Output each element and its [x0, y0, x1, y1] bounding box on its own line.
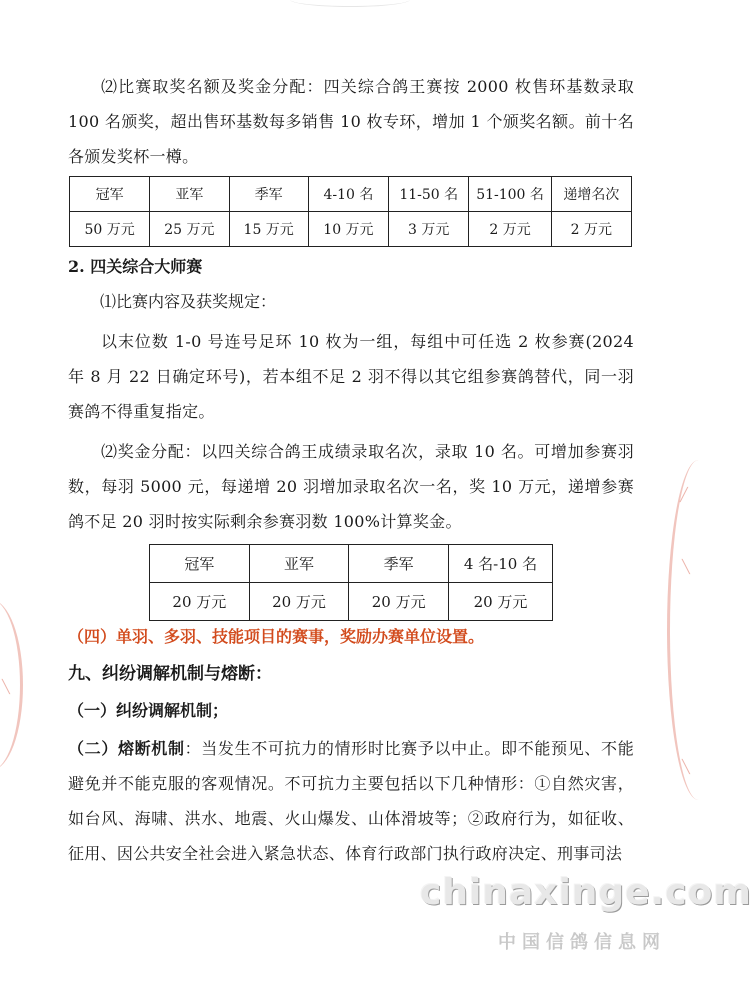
table-cell: 季军: [229, 177, 308, 212]
seal-mark: ╲: [682, 760, 690, 775]
rules-paragraph: 以末位数 1-0 号连号足环 10 枚为一组，每组中可任选 2 枚参赛(2024 年 8 月 22 日确定环号)，若本组不足 2 羽不得以其它组参赛鸽替代，同一羽赛鸽不得重复指定。: [68, 332, 634, 421]
table-cell: 4 名-10 名: [449, 545, 553, 583]
table-cell: 亚军: [150, 177, 229, 212]
table-cell: 10 万元: [308, 212, 388, 247]
table-header-row: [70, 177, 632, 212]
subheading-rules: ⑴比赛内容及获奖规定：: [100, 292, 277, 311]
table-cell: 2 万元: [469, 212, 551, 247]
table-cell: 冠军: [150, 545, 250, 583]
table-cell: 25 万元: [150, 212, 229, 247]
table-cell: 20 万元: [449, 583, 553, 621]
table-cell: 亚军: [249, 545, 349, 583]
table-cell: 15 万元: [229, 212, 308, 247]
table-cell: 50 万元: [70, 212, 150, 247]
table-cell: 3 万元: [389, 212, 469, 247]
table-cell: 2 万元: [551, 212, 631, 247]
table-cell: 4-10 名: [308, 177, 388, 212]
table-cell: 20 万元: [150, 583, 250, 621]
circuit-breaker-paragraph: [68, 731, 634, 871]
table-cell: 冠军: [70, 177, 150, 212]
prize-table-master: [149, 544, 553, 621]
section-heading-master: 2. 四关综合大师赛: [68, 257, 203, 276]
seal-stamp-right: [667, 460, 730, 800]
seal-mark: ╲: [682, 560, 690, 575]
table-cell: 递增名次: [551, 177, 631, 212]
prize-table-king: [69, 176, 632, 247]
table-cell: 20 万元: [349, 583, 449, 621]
table-row: [70, 212, 632, 247]
scan-edge-mark: [290, 0, 410, 7]
table-row: [150, 583, 553, 621]
watermark-logo: chinaxinge.com: [420, 872, 752, 913]
section-heading-dispute: 九、纠纷调解机制与熔断：: [68, 664, 272, 684]
reward-note: （四）单羽、多羽、技能项目的赛事，奖励办赛单位设置。: [68, 627, 485, 646]
circuit-breaker-text: ：当发生不可抗力的情形时比赛予以中止。即不能预见、不能避免并不能克服的客观情况。不可抗力主要包括以下几种情形：①自然灾害，如台风、海啸、洪水、地震、火山爆发、山体滑坡等；②政府行为，如征收、征用、因公共安全社会进入紧急状态、体育行政部门执行政府决定、刑事司法: [68, 739, 634, 863]
circuit-breaker-label: （二）熔断机制: [68, 739, 185, 758]
subheading-mediation: （一）纠纷调解机制；: [68, 701, 229, 720]
table-cell: 20 万元: [249, 583, 349, 621]
watermark-subtitle: 中国信鸽信息网: [498, 932, 666, 953]
table-cell: 51-100 名: [469, 177, 551, 212]
table-cell: 11-50 名: [389, 177, 469, 212]
prize-paragraph: ⑵奖金分配：以四关综合鸽王成绩录取名次，录取 10 名。可增加参赛羽数，每羽 5000 元，每递增 20 羽增加录取名次一名，奖 10 万元，递增参赛鸽不足 20 羽时按实际剩余参赛羽数 100%计算奖金。: [68, 442, 634, 531]
table-header-row: [150, 545, 553, 583]
table-cell: 季军: [349, 545, 449, 583]
seal-mark: ╱: [680, 488, 688, 503]
award-paragraph: ⑵比赛取奖名额及奖金分配：四关综合鸽王赛按 2000 枚售环基数录取 100 名颁奖，超出售环基数每多销售 10 枚专环，增加 1 个颁奖名额。前十名各颁发奖杯一樽。: [68, 77, 634, 166]
seal-mark: ╲: [2, 680, 10, 695]
